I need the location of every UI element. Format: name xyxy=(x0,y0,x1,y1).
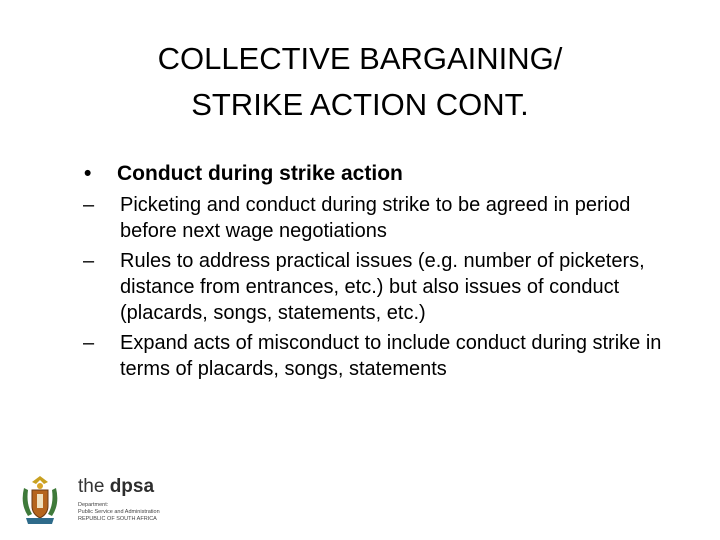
dash-symbol: – xyxy=(83,250,95,272)
department-caption xyxy=(78,502,168,523)
bullet-item xyxy=(84,160,684,188)
dept-line-2: Public Service and Administration xyxy=(78,509,160,515)
dpsa-wordmark xyxy=(78,476,154,498)
brand-name: dpsa xyxy=(109,476,155,497)
sub-bullet-item xyxy=(83,192,684,244)
title-line-1: COLLECTIVE BARGAINING/ xyxy=(157,41,563,76)
sub-bullet-text: Expand acts of misconduct to include conduct during strike in terms of placards, songs, statements xyxy=(120,332,662,380)
sub-bullet-item xyxy=(83,330,684,382)
slide-title xyxy=(60,36,660,128)
coat-of-arms-icon xyxy=(18,474,62,526)
dept-line-1: Department: xyxy=(78,502,109,508)
slide-body xyxy=(84,160,684,382)
sub-bullet-text: Rules to address practical issues (e.g. number of picketers, distance from entrances, etc.) but also issues of conduct (placards, songs, statements, etc.) xyxy=(120,250,645,324)
brand-prefix: the xyxy=(78,476,105,497)
bullet-text: Conduct during strike action xyxy=(117,162,403,185)
sub-bullet-text: Picketing and conduct during strike to be agreed in period before next wage negotiations xyxy=(120,194,631,242)
bullet-symbol: • xyxy=(84,162,92,185)
dept-line-3: REPUBLIC OF SOUTH AFRICA xyxy=(78,516,157,522)
dash-symbol: – xyxy=(83,332,95,354)
title-line-2: STRIKE ACTION CONT. xyxy=(191,87,529,122)
dpsa-logo xyxy=(12,472,162,528)
dash-symbol: – xyxy=(83,194,95,216)
sub-bullet-list xyxy=(84,192,684,382)
sub-bullet-item xyxy=(83,248,684,326)
